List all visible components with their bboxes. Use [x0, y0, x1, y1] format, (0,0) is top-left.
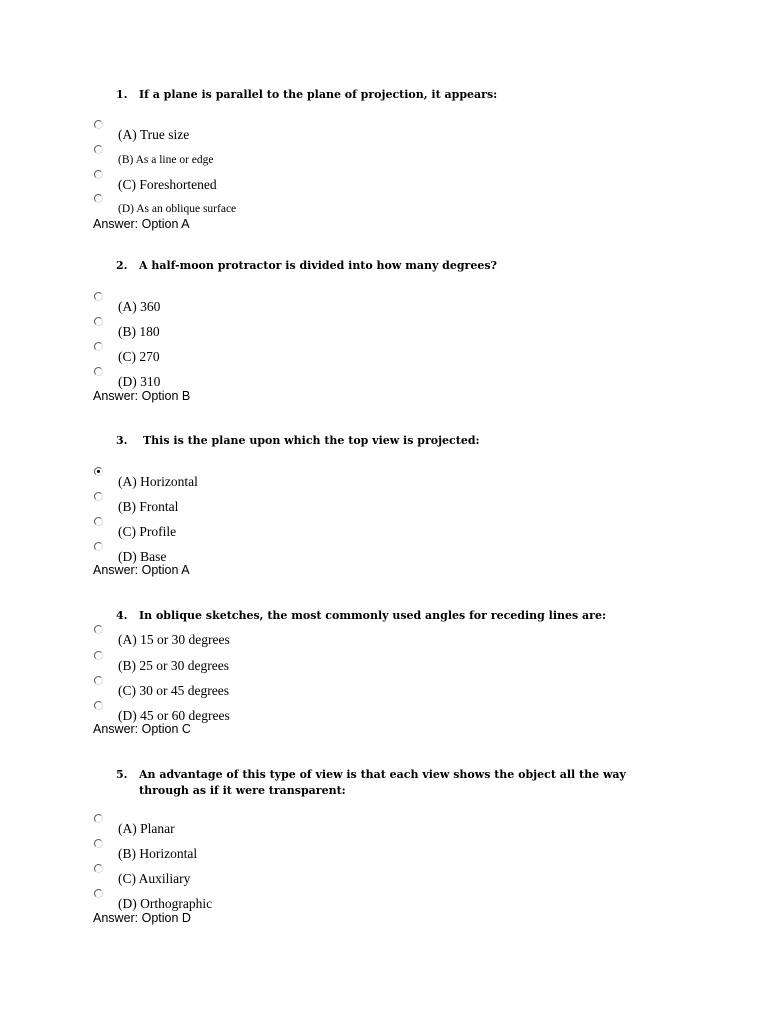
option-label: (D) As an oblique surface — [118, 203, 237, 215]
option-c[interactable] — [0, 524, 400, 548]
option-d[interactable] — [0, 708, 400, 732]
option-label: (B) Frontal — [118, 499, 179, 514]
radio-button[interactable] — [94, 492, 103, 501]
question-number: 5. — [116, 768, 128, 781]
answer-text: Answer: Option D — [93, 911, 191, 925]
option-d[interactable] — [0, 374, 400, 398]
option-b[interactable] — [0, 324, 400, 348]
question-text: If a plane is parallel to the plane of projection, it appears: — [139, 88, 498, 101]
option-label: (D) 45 or 60 degrees — [118, 708, 230, 723]
option-a[interactable] — [0, 299, 400, 323]
radio-button[interactable] — [94, 194, 103, 203]
question-text: This is the plane upon which the top view is projected: — [143, 434, 480, 447]
question-number: 1. — [116, 88, 128, 101]
radio-button[interactable] — [94, 317, 103, 326]
option-label: (A) True size — [118, 127, 190, 142]
option-label: (B) 25 or 30 degrees — [118, 658, 229, 673]
option-label: (A) Horizontal — [118, 474, 198, 489]
radio-button[interactable] — [94, 651, 103, 660]
option-label: (C) Profile — [118, 524, 177, 539]
radio-button[interactable] — [94, 542, 103, 551]
option-label: (A) Planar — [118, 821, 175, 836]
answer-text: Answer: Option B — [93, 389, 191, 403]
radio-button[interactable] — [94, 145, 103, 154]
option-label: (B) 180 — [118, 324, 160, 339]
radio-button[interactable] — [94, 889, 103, 898]
radio-button[interactable] — [94, 864, 103, 873]
option-c[interactable] — [0, 177, 400, 201]
option-b[interactable] — [0, 846, 400, 870]
question-number: 2. — [116, 259, 128, 272]
option-label: (C) 30 or 45 degrees — [118, 683, 229, 698]
option-label: (B) Horizontal — [118, 846, 198, 861]
option-label: (B) As a line or edge — [118, 154, 214, 166]
option-c[interactable] — [0, 871, 400, 895]
question-number: 4. — [116, 609, 128, 622]
answer-text: Answer: Option A — [93, 563, 190, 577]
option-label: (D) Orthographic — [118, 896, 213, 911]
radio-button[interactable] — [94, 292, 103, 301]
option-b[interactable] — [0, 152, 400, 176]
option-d[interactable] — [0, 896, 400, 920]
radio-button[interactable] — [94, 170, 103, 179]
radio-button[interactable] — [94, 517, 103, 526]
radio-button[interactable] — [94, 625, 103, 634]
radio-button[interactable] — [94, 367, 103, 376]
option-d[interactable] — [0, 201, 400, 225]
radio-button[interactable] — [94, 839, 103, 848]
option-c[interactable] — [0, 683, 400, 707]
radio-button[interactable] — [94, 467, 103, 476]
answer-text: Answer: Option A — [93, 217, 190, 231]
option-d[interactable] — [0, 549, 400, 573]
option-a[interactable] — [0, 127, 400, 151]
option-b[interactable] — [0, 658, 400, 682]
question-text: In oblique sketches, the most commonly used angles for receding lines are: — [139, 609, 607, 622]
option-label: (D) Base — [118, 549, 167, 564]
option-label: (A) 360 — [118, 299, 161, 314]
option-label: (C) Foreshortened — [118, 177, 217, 192]
option-label: (C) Auxiliary — [118, 871, 191, 886]
option-label: (D) 310 — [118, 374, 161, 389]
option-a[interactable] — [0, 474, 400, 498]
option-a[interactable] — [0, 821, 400, 845]
radio-button[interactable] — [94, 120, 103, 129]
radio-button[interactable] — [94, 676, 103, 685]
question-number: 3. — [116, 434, 128, 447]
option-label: (A) 15 or 30 degrees — [118, 632, 230, 647]
answer-text: Answer: Option C — [93, 722, 191, 736]
option-c[interactable] — [0, 349, 400, 373]
radio-button[interactable] — [94, 701, 103, 710]
question-text: An advantage of this type of view is that each view shows the object all the way through as if it were transparent: — [139, 768, 626, 797]
option-b[interactable] — [0, 499, 400, 523]
question-text: A half-moon protractor is divided into how many degrees? — [139, 259, 497, 272]
radio-button[interactable] — [94, 814, 103, 823]
option-label: (C) 270 — [118, 349, 160, 364]
radio-button[interactable] — [94, 342, 103, 351]
option-a[interactable] — [0, 632, 400, 656]
